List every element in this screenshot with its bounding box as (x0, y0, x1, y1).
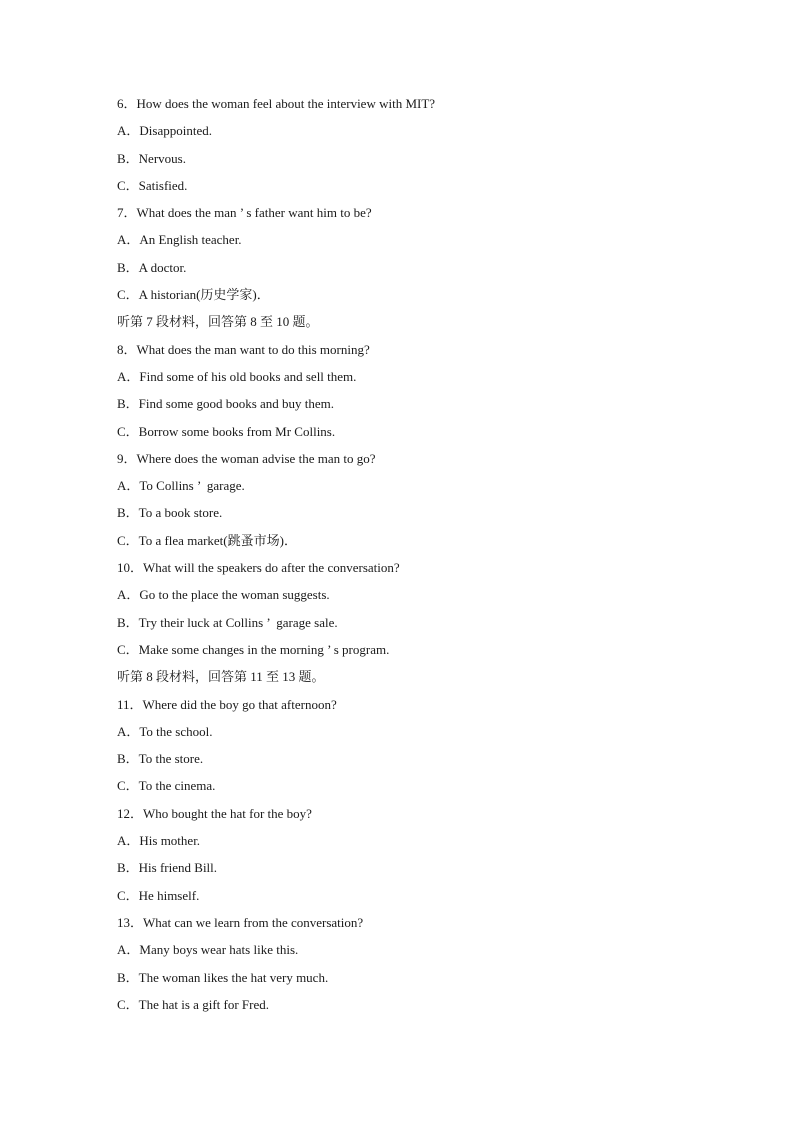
question-7: 7．What does the man ’ s father want him to be? (117, 205, 372, 221)
question-7-option-c: C．A historian(历史学家)． (117, 287, 270, 303)
section-heading-passage-8: 听第 8 段材料，回答第 11 至 13 题。 (117, 669, 325, 685)
question-8-option-a: A．Find some of his old books and sell them. (117, 368, 357, 384)
question-13-option-a: A．Many boys wear hats like this. (117, 942, 299, 958)
question-9-option-a: A．To Collins ’ garage. (117, 478, 245, 494)
question-10-option-a: A．Go to the place the woman suggests. (117, 587, 330, 603)
document-body (117, 94, 717, 1022)
question-9: 9．Where does the woman advise the man to go? (117, 450, 376, 466)
question-13: 13．What can we learn from the conversation? (117, 914, 364, 930)
question-10-option-b: B．Try their luck at Collins ’ garage sale. (117, 614, 338, 630)
question-11-option-b: B．To the store. (117, 751, 204, 767)
question-11-option-a: A．To the school. (117, 723, 213, 739)
question-12: 12．Who bought the hat for the boy? (117, 805, 312, 821)
question-11-option-c: C．To the cinema. (117, 778, 216, 794)
question-7-option-a: A．An English teacher. (117, 232, 242, 248)
question-12-option-b: B．His friend Bill. (117, 860, 218, 876)
question-7-option-b: B．A doctor. (117, 259, 187, 275)
question-13-option-c: C．The hat is a gift for Fred. (117, 996, 269, 1012)
question-11: 11．Where did the boy go that afternoon? (117, 696, 337, 712)
question-6-option-c: C．Satisfied. (117, 177, 188, 193)
question-10: 10．What will the speakers do after the conversation? (117, 560, 400, 576)
question-6-option-a: A．Disappointed. (117, 123, 212, 139)
question-9-option-c: C．To a flea market(跳蚤市场)． (117, 532, 297, 548)
question-10-option-c: C．Make some changes in the morning ’ s program. (117, 641, 390, 657)
question-8: 8．What does the man want to do this morning? (117, 341, 370, 357)
question-12-option-a: A．His mother. (117, 833, 201, 849)
question-8-option-b: B．Find some good books and buy them. (117, 396, 335, 412)
section-heading-passage-7: 听第 7 段材料，回答第 8 至 10 题。 (117, 314, 319, 330)
question-6: 6．How does the woman feel about the interview with MIT? (117, 96, 436, 111)
question-6-option-b: B．Nervous. (117, 150, 186, 166)
question-12-option-c: C．He himself. (117, 887, 200, 903)
question-9-option-b: B．To a book store. (117, 505, 223, 521)
question-8-option-c: C．Borrow some books from Mr Collins. (117, 423, 336, 439)
question-13-option-b: B．The woman likes the hat very much. (117, 969, 329, 985)
